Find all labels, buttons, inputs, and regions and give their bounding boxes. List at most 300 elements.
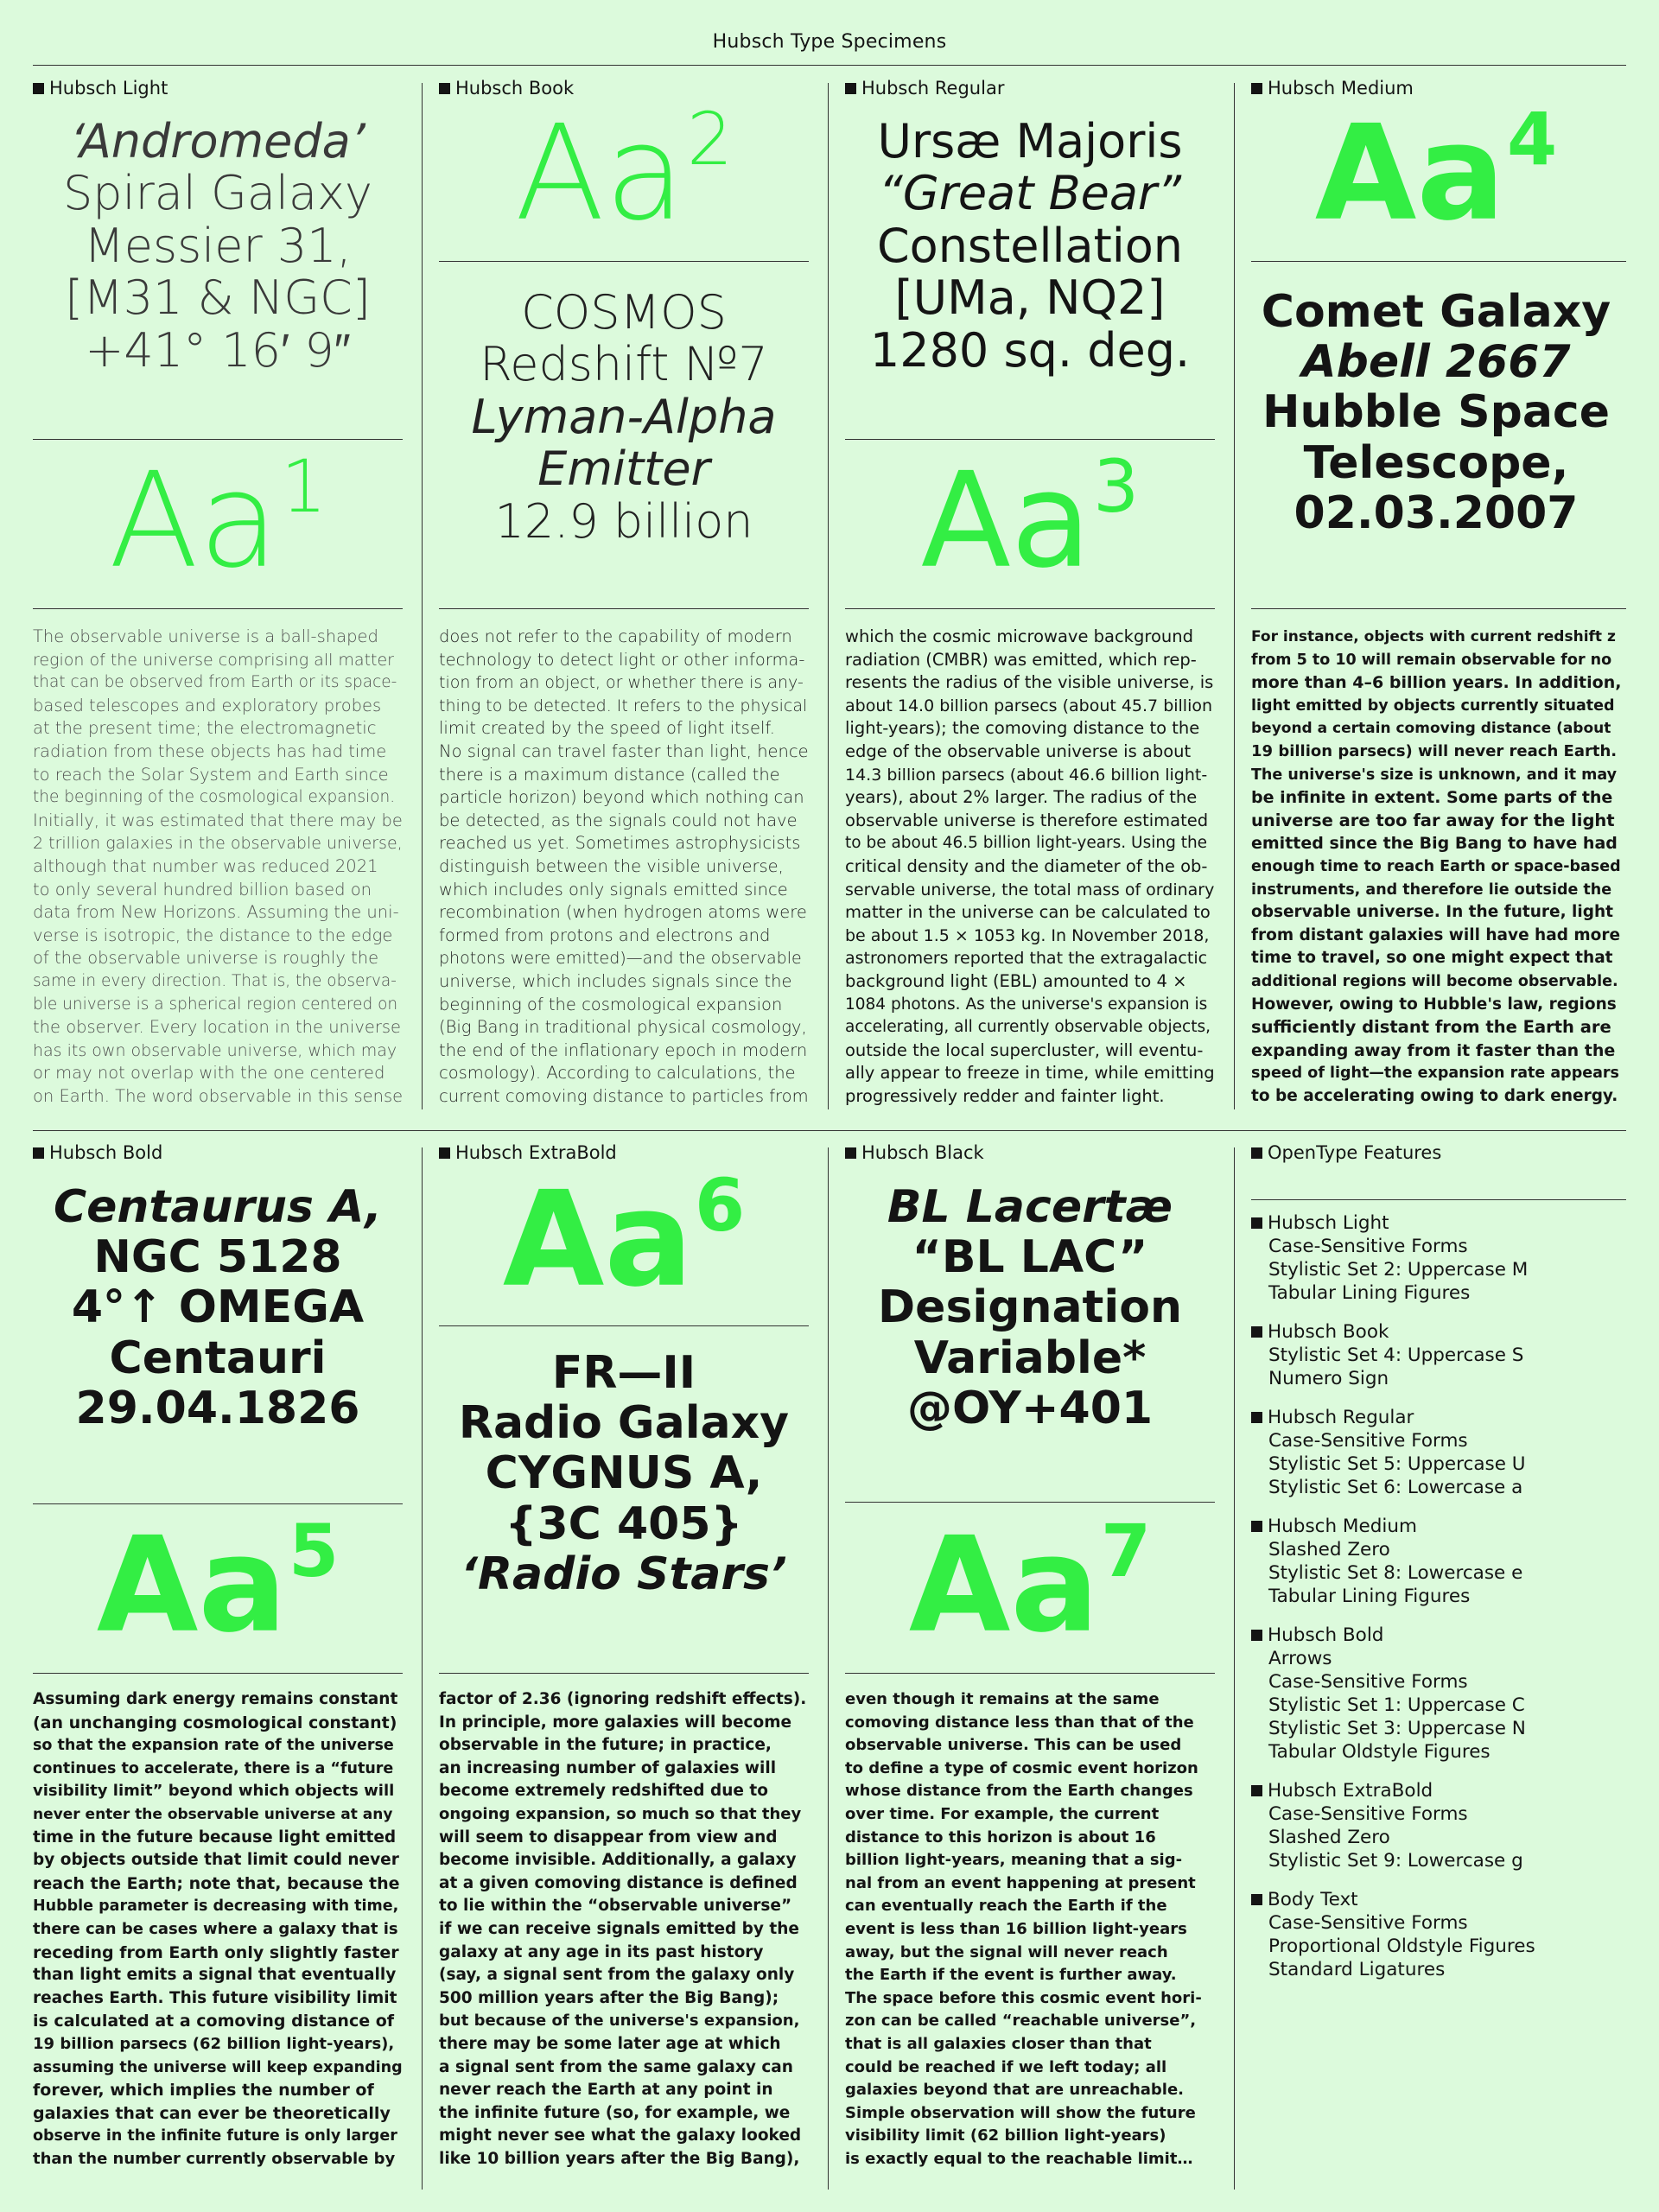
body-line: distinguish between the visible universe, [439, 855, 784, 876]
body-line: be about 1.5 × 1053 kg. In November 2018, [845, 925, 1210, 945]
glyph-sample-text: Aa [514, 96, 685, 250]
feature-group [1251, 1888, 1623, 1981]
body-line: recombination (when hydrogen atoms were [439, 902, 807, 923]
square-bullet-icon [439, 83, 450, 94]
body-line: 2 trillion galaxies in the observable universe, [33, 834, 403, 854]
body-line: The universe's size is unknown, and it may [1251, 766, 1618, 784]
body-line: tion from an object, or whether there is any- [439, 673, 804, 693]
display-line: Abell 2667 [1301, 336, 1571, 389]
display-line: Telescope, [1303, 436, 1569, 489]
glyph-sample [845, 443, 1215, 597]
feature-group-title: Hubsch ExtraBold [1268, 1780, 1433, 1802]
body-line: The space before this cosmic event hori- [845, 1988, 1202, 2007]
body-line: which includes only signals emitted since [439, 879, 788, 899]
display-line: “BL LAC” [912, 1231, 1148, 1284]
specimen-display [1251, 287, 1621, 538]
display-line: 12.9 billion [494, 493, 753, 549]
body-line: a signal sent from the same galaxy can [439, 2057, 793, 2076]
body-line: 14.3 billion parsecs (about 46.6 billion light- [845, 765, 1208, 785]
feature-item: Tabular Lining Figures [1268, 1586, 1471, 1607]
specimen-display [845, 1182, 1215, 1433]
body-line: same in every direction. That is, the observa- [33, 971, 397, 990]
panel-rule [845, 1673, 1215, 1674]
display-line: NGC 5128 [93, 1231, 342, 1284]
body-text [845, 1688, 1215, 2171]
body-line: observable in the future; in practice, [439, 1736, 772, 1755]
body-line: time to travel, so one might expect that [1251, 949, 1613, 968]
column-divider [422, 83, 423, 1109]
body-line: distance to this horizon is about 16 [845, 1827, 1156, 1847]
body-line: to be about 46.5 billion light-years. Using the [845, 834, 1208, 853]
body-line: from 5 to 10 will remain observable for no [1251, 651, 1612, 669]
display-line: BL Lacertæ [887, 1181, 1173, 1233]
square-bullet-icon [1251, 1521, 1262, 1532]
body-line: at the present time; the electromagnetic [33, 718, 377, 739]
panel-label-text: Hubsch Light [49, 78, 168, 99]
body-text [439, 626, 809, 1108]
feature-item: Stylistic Set 6: Lowercase a [1268, 1477, 1523, 1498]
feature-group [1251, 1211, 1623, 1305]
body-line: ally appear to freeze in time, while emitting [845, 1063, 1215, 1084]
panel-label-text: Hubsch Book [455, 78, 575, 99]
body-line: However, owing to Hubble's law, regions [1251, 995, 1617, 1014]
body-line: Initially, it was estimated that there may be [33, 810, 403, 830]
feature-group [1251, 1406, 1623, 1499]
panel-rule [33, 608, 403, 609]
body-line: to define a type of cosmic event horizon [845, 1758, 1198, 1777]
body-line: universe, which includes signals since the [439, 970, 792, 991]
square-bullet-icon [1251, 1630, 1262, 1641]
body-line: resents the radius of the visible universe, is [845, 672, 1214, 693]
body-line: the Earth if the event is further away. [845, 1966, 1177, 1985]
feature-item: Case-Sensitive Forms [1268, 1671, 1468, 1693]
glyph-number: 4 [1507, 97, 1558, 181]
feature-group [1251, 1320, 1623, 1390]
glyph-sample-text: Aa [108, 443, 279, 597]
body-line: current comoving distance to particles from [439, 1085, 809, 1106]
feature-item: Stylistic Set 9: Lowercase g [1268, 1850, 1523, 1872]
body-line: Assuming dark energy remains constant [33, 1690, 398, 1708]
panel-rule [1251, 261, 1626, 262]
display-line: Messier 31, [84, 218, 352, 273]
body-line: region of the universe comprising all matter [33, 650, 394, 670]
panel-label-text: Hubsch Bold [49, 1142, 163, 1163]
body-line: visibility limit (62 billion light-years) [845, 2126, 1166, 2145]
display-line: [M31 & NGC] [65, 270, 371, 326]
feature-item: Stylistic Set 2: Uppercase M [1268, 1259, 1529, 1281]
body-line: Hubble parameter is decreasing with time, [33, 1897, 399, 1916]
panel-rule [33, 439, 403, 440]
body-text [1251, 626, 1621, 1108]
glyph-number: 6 [695, 1163, 746, 1248]
panel-rule [1251, 608, 1626, 609]
body-line: away, but the signal will never reach [845, 1942, 1168, 1961]
display-line: Variable* [913, 1332, 1147, 1384]
display-line: [UMa, NQ2] [894, 270, 1166, 326]
display-line: Spiral Galaxy [63, 166, 372, 221]
body-line: 19 billion parsecs) will never reach Earth. [1251, 741, 1618, 760]
body-line: the beginning of the cosmological expansion. [33, 788, 396, 807]
feature-group [1251, 1779, 1623, 1872]
body-line: visibility limit” beyond which objects will [33, 1782, 395, 1801]
body-line: servable universe, the total mass of ordinary [845, 880, 1215, 899]
feature-item: Slashed Zero [1268, 1539, 1390, 1560]
body-line: zon can be called “reachable universe”, [845, 2012, 1197, 2031]
body-line: photons were emitted)—and the observable [439, 949, 802, 969]
body-line: beyond a certain comoving distance (about [1251, 720, 1611, 738]
body-line: is exactly equal to the reachable limit… [845, 2149, 1193, 2168]
column-divider [422, 1147, 423, 2190]
display-line: 02.03.2007 [1294, 486, 1579, 539]
panel-label [1251, 78, 1414, 99]
body-line: billion light-years, meaning that a sig- [845, 1851, 1183, 1870]
body-line: event is less than 16 billion light-years [845, 1919, 1187, 1938]
body-line: continues to accelerate, there is a “future [33, 1759, 394, 1777]
feature-item: Stylistic Set 1: Uppercase C [1268, 1694, 1525, 1716]
body-line: data from New Horizons. Assuming the uni- [33, 902, 399, 923]
feature-group [1251, 1515, 1623, 1608]
specimen-display [33, 1182, 403, 1433]
display-line: Ursæ Majoris [877, 114, 1183, 168]
body-line: although that number was reduced 2021 [33, 855, 378, 876]
body-line: observable universe. This can be used [845, 1736, 1182, 1755]
body-line: from distant galaxies will have had more [1251, 925, 1621, 944]
body-line: No signal can travel faster than light, hence [439, 741, 809, 761]
body-line: beginning of the cosmological expansion [439, 994, 783, 1014]
body-line: particle horizon) beyond which nothing can [439, 787, 804, 808]
square-bullet-icon [439, 1147, 450, 1159]
glyph-sample [439, 1162, 809, 1316]
panel-rule [439, 1673, 809, 1674]
body-line: more than 4–6 billion years. In addition, [1251, 673, 1622, 693]
panel-label-text: Hubsch Regular [861, 78, 1005, 99]
body-line: formed from protons and electrons and [439, 925, 771, 945]
feature-item: Tabular Lining Figures [1268, 1282, 1471, 1304]
glyph-number: 2 [686, 97, 734, 181]
body-line: Simple observation will show the future [845, 2103, 1196, 2122]
body-line: years), about 2% larger. The radius of the [845, 787, 1198, 808]
panel-label [33, 1142, 162, 1163]
body-line: there may be some later age at which [439, 2034, 781, 2053]
feature-item: Numero Sign [1268, 1368, 1389, 1389]
body-line: has its own observable universe, which may [33, 1040, 397, 1060]
panel-label [1251, 1142, 1441, 1163]
panel-label [33, 78, 168, 99]
column-divider [828, 1147, 829, 2190]
body-line: be infinite in extent. Some parts of the [1251, 788, 1613, 808]
body-line: radiation from these objects has had time [33, 741, 387, 761]
body-line: that is all galaxies closer than that [845, 2034, 1152, 2053]
body-line: galaxy at any age in its past history [439, 1942, 764, 1961]
feature-group-title: Hubsch Light [1268, 1212, 1389, 1234]
body-line: progressively redder and fainter light. [845, 1085, 1165, 1106]
body-line: than light emits a signal that eventually [33, 1966, 397, 1985]
body-line: verse is isotropic, the distance to the edge [33, 925, 393, 945]
specimen-display [33, 116, 403, 377]
feature-item: Standard Ligatures [1268, 1959, 1446, 1980]
body-line: ble universe is a spherical region centered on [33, 995, 398, 1014]
display-line: Radio Galaxy [458, 1397, 790, 1450]
body-line: at a given comoving distance is defined [439, 1873, 798, 1892]
panel-rule [33, 1503, 403, 1504]
body-line: time in the future because light emitted [33, 1827, 397, 1847]
square-bullet-icon [1251, 1326, 1262, 1338]
body-line: so that the expansion rate of the universe [33, 1737, 394, 1755]
feature-group-title: Hubsch Bold [1268, 1624, 1384, 1646]
body-line: could be reached if we left today; all [845, 2057, 1167, 2076]
display-line: Constellation [876, 218, 1184, 273]
feature-item: Stylistic Set 3: Uppercase N [1268, 1718, 1526, 1739]
body-line: sufficiently distant from the Earth are [1251, 1017, 1611, 1038]
square-bullet-icon [845, 1147, 856, 1159]
column-divider [1234, 83, 1235, 1109]
panel-label-text: OpenType Features [1268, 1142, 1442, 1163]
body-line: nal from an event happening at present [845, 1873, 1196, 1892]
display-line: ‘Radio Stars’ [461, 1548, 787, 1600]
display-line: 29.04.1826 [75, 1382, 360, 1434]
body-line: light emitted by objects currently situated [1251, 696, 1615, 715]
square-bullet-icon [33, 83, 44, 94]
feature-item: Case-Sensitive Forms [1268, 1912, 1468, 1934]
opentype-feature-list [1251, 1211, 1623, 1997]
page-title: Hubsch Type Specimens [712, 31, 947, 53]
body-line: 1084 photons. As the universe's expansion is [845, 995, 1208, 1014]
body-line: technology to detect light or other informa- [439, 649, 805, 670]
panel-rule [33, 1673, 403, 1674]
display-line: Redshift №7 [480, 337, 768, 392]
feature-item: Case-Sensitive Forms [1268, 1236, 1468, 1257]
body-line: than the number currently observable by [33, 2149, 396, 2168]
glyph-sample [845, 1508, 1215, 1662]
body-line: astronomers reported that the extragalactic [845, 949, 1208, 969]
body-line: the observer. Every location in the universe [33, 1017, 402, 1038]
body-line: there is a maximum distance (called the [439, 764, 780, 785]
feature-item: Tabular Oldstyle Figures [1268, 1741, 1491, 1763]
glyph-sample-text: Aa [1314, 96, 1506, 250]
display-line: CYGNUS A, [485, 1447, 763, 1500]
feature-group-title: Hubsch Medium [1268, 1516, 1417, 1537]
body-line: forever, which implies the number of [33, 2081, 374, 2101]
body-line: observable universe is therefore estimated [845, 810, 1209, 830]
body-line: to only several hundred billion based on [33, 879, 372, 899]
display-line: FR—II [551, 1347, 696, 1399]
body-line: ongoing expansion, so much so that they [439, 1804, 802, 1823]
glyph-number: 3 [1092, 444, 1140, 529]
body-line: For instance, objects with current redshift z [1251, 628, 1616, 645]
body-line: edge of the observable universe is about [845, 741, 1192, 761]
body-line: reached us yet. Sometimes astrophysicists [439, 833, 801, 854]
body-line: be detected, as the signals could not have [439, 810, 798, 830]
body-line: 19 billion parsecs (62 billion light-years), [33, 2034, 395, 2053]
display-line: 1280 sq. deg. [869, 322, 1191, 378]
glyph-number: 5 [289, 1509, 340, 1593]
body-line: light-years); the comoving distance to the [845, 718, 1200, 739]
middle-rule [33, 1130, 1626, 1131]
square-bullet-icon [1251, 1217, 1262, 1229]
feature-group-title: Body Text [1268, 1889, 1358, 1910]
column-divider [828, 83, 829, 1109]
square-bullet-icon [33, 1147, 44, 1159]
display-line: Designation [878, 1281, 1182, 1334]
column-divider [1234, 1147, 1235, 2190]
panel-rule [439, 1325, 809, 1326]
body-line: instruments, and therefore lie outside the [1251, 880, 1612, 899]
panel-rule [1251, 1199, 1626, 1200]
body-line: receding from Earth only slightly faster [33, 1942, 399, 1962]
panel-rule [845, 608, 1215, 609]
display-line: COSMOS [521, 285, 727, 340]
body-line: reaches Earth. This future visibility limit [33, 1988, 397, 2007]
glyph-number: 7 [1101, 1509, 1152, 1593]
body-line: outside the local supercluster, will eventu- [845, 1039, 1204, 1060]
display-line: 4°↑ OMEGA [71, 1281, 365, 1334]
body-line: galaxies that can ever be theoretically [33, 2103, 391, 2123]
feature-item: Arrows [1268, 1648, 1332, 1669]
body-line: 500 million years after the Big Bang); [439, 1988, 779, 2007]
body-line: based telescopes and exploratory probes [33, 695, 382, 715]
body-line: expanding away from it faster than the [1251, 1040, 1616, 1060]
panel-rule [439, 608, 809, 609]
body-line: to lie within the “observable universe” [439, 1897, 792, 1916]
glyph-sample [33, 1508, 403, 1662]
square-bullet-icon [1251, 1894, 1262, 1905]
body-line: factor of 2.36 (ignoring redshift effects). [439, 1690, 807, 1708]
panel-label [439, 1142, 617, 1163]
body-line: In principle, more galaxies will become [439, 1713, 792, 1732]
specimen-display [439, 287, 809, 548]
glyph-sample [1251, 96, 1621, 250]
body-line: speed of light—the expansion rate appears [1251, 1065, 1619, 1083]
display-line: Centaurus A, [53, 1181, 383, 1233]
body-line: reach the Earth; note that, because the [33, 1873, 400, 1893]
body-line: never reach the Earth at any point in [439, 2081, 773, 2100]
body-line: if we can receive signals emitted by the [439, 1919, 799, 1938]
panel-label-text: Hubsch Medium [1268, 78, 1414, 99]
feature-item: Proportional Oldstyle Figures [1268, 1936, 1535, 1957]
body-text [845, 626, 1215, 1108]
square-bullet-icon [845, 83, 856, 94]
panel-label-text: Hubsch Black [861, 1142, 984, 1163]
feature-item: Stylistic Set 5: Uppercase U [1268, 1453, 1526, 1475]
display-line: Hubble Space [1262, 386, 1611, 439]
body-line: observe in the infinite future is only larger [33, 2127, 397, 2145]
body-line: does not refer to the capability of modern [439, 626, 792, 646]
body-line: over time. For example, the current [845, 1804, 1160, 1823]
feature-item: Stylistic Set 8: Lowercase e [1268, 1562, 1523, 1584]
panel-rule [439, 261, 809, 262]
body-text [33, 626, 403, 1108]
feature-group-title: Hubsch Regular [1268, 1407, 1414, 1428]
specimen-display [845, 116, 1215, 377]
body-line: become invisible. Additionally, a galaxy [439, 1851, 797, 1870]
display-line: ‘Andromeda’ [70, 114, 365, 168]
body-line: or may not overlap with the one centered [33, 1063, 385, 1084]
body-line: additional regions will become observable. [1251, 972, 1618, 990]
body-line: limit created by the speed of light itself. [439, 718, 776, 739]
body-line: an increasing number of galaxies will [439, 1758, 777, 1777]
glyph-number: 1 [280, 444, 327, 529]
body-line: comoving distance less than that of the [845, 1713, 1194, 1732]
body-line: even though it remains at the same [845, 1690, 1160, 1708]
display-line: Centauri [109, 1332, 327, 1384]
feature-item: Slashed Zero [1268, 1827, 1390, 1848]
body-line: to reach the Solar System and Earth since [33, 764, 389, 785]
glyph-sample-text: Aa [920, 443, 1091, 597]
body-line: galaxies beyond that are unreachable. [845, 2081, 1185, 2100]
body-line: emitted since the Big Bang to have had [1251, 834, 1618, 854]
display-line: +41° 16′ 9″ [85, 322, 351, 378]
square-bullet-icon [1251, 1412, 1262, 1423]
body-line: the end of the inflationary epoch in modern [439, 1039, 808, 1060]
body-line: assuming the universe will keep expanding [33, 2058, 403, 2076]
body-line: is calculated at a comoving distance of [33, 2012, 395, 2031]
square-bullet-icon [1251, 83, 1262, 94]
body-line: (say, a signal sent from the galaxy only [439, 1966, 795, 1985]
body-line: matter in the universe can be calculated to [845, 902, 1211, 923]
display-line: Comet Galaxy [1261, 286, 1611, 338]
body-line: whose distance from the Earth changes [845, 1782, 1193, 1801]
body-line: which the cosmic microwave background [845, 626, 1193, 646]
body-line: (an unchanging cosmological constant) [33, 1713, 397, 1732]
feature-item: Case-Sensitive Forms [1268, 1430, 1468, 1452]
feature-item: Stylistic Set 4: Uppercase S [1268, 1344, 1524, 1366]
display-line: {3C 405} [505, 1497, 743, 1550]
panel-label [845, 1142, 984, 1163]
body-line: to be accelerating owing to dark energy. [1251, 1086, 1618, 1105]
glyph-sample [439, 96, 809, 250]
body-line: the infinite future (so, for example, we [439, 2103, 791, 2122]
panel-label [439, 78, 574, 99]
body-line: The observable universe is a ball-shaped [33, 626, 378, 646]
body-line: enough time to reach Earth or space-based [1251, 857, 1621, 875]
glyph-sample-text: Aa [502, 1162, 694, 1316]
body-line: like 10 billion years after the Big Bang), [439, 2149, 800, 2168]
top-rule [33, 65, 1626, 66]
body-line: can eventually reach the Earth if the [845, 1897, 1167, 1916]
display-line: Emitter [537, 442, 710, 497]
body-text [439, 1688, 809, 2171]
display-line: Lyman-Alpha [471, 389, 777, 444]
body-line: never enter the observable universe at any [33, 1805, 393, 1823]
display-line: @OY+401 [906, 1382, 1154, 1434]
glyph-sample-text: Aa [908, 1508, 1100, 1662]
body-line: will seem to disappear from view and [439, 1827, 778, 1847]
body-line: about 14.0 billion parsecs (about 45.7 billion [845, 696, 1213, 715]
panel-rule [845, 1502, 1215, 1503]
glyph-sample-text: Aa [96, 1508, 288, 1662]
feature-item: Case-Sensitive Forms [1268, 1803, 1468, 1825]
body-line: that can be observed from Earth or its space- [33, 673, 397, 692]
body-line: background light (EBL) amounted to 4 × [845, 970, 1187, 991]
specimen-display [439, 1348, 809, 1599]
body-line: (Big Bang in traditional physical cosmology, [439, 1017, 807, 1038]
body-line: on Earth. The word observable in this sense [33, 1085, 404, 1106]
body-line: universe are too far away for the light [1251, 810, 1615, 830]
square-bullet-icon [1251, 1785, 1262, 1796]
body-line: there can be cases where a galaxy that is [33, 1919, 398, 1938]
body-text [33, 1688, 403, 2171]
display-line: “Great Bear” [878, 166, 1182, 221]
body-line: become extremely redshifted due to [439, 1782, 768, 1801]
body-line: critical density and the diameter of the ob- [845, 855, 1208, 876]
square-bullet-icon [1251, 1147, 1262, 1159]
feature-group [1251, 1624, 1623, 1764]
body-line: but because of the universe's expansion, [439, 2012, 800, 2031]
panel-rule [845, 439, 1215, 440]
body-line: of the observable universe is roughly the [33, 948, 379, 969]
body-line: accelerating, all currently observable objects, [845, 1018, 1211, 1037]
body-line: by objects outside that limit could never [33, 1851, 399, 1870]
